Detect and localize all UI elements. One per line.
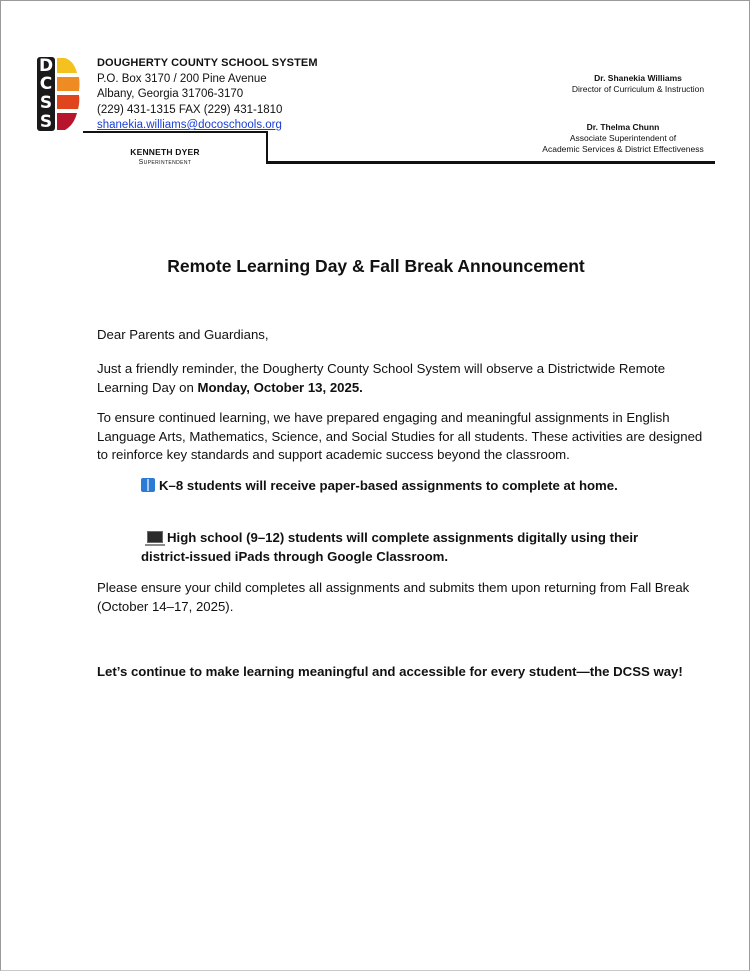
logo-letter-s1: S — [39, 93, 53, 113]
staff-role-line-2: Academic Services & District Effectiveness — [542, 144, 704, 154]
header-rule-vertical — [266, 131, 268, 163]
bullet-high-school — [141, 529, 661, 566]
reminder-text: Just a friendly reminder, the Dougherty County School System will observe a Districtwide Remote Learning Day on — [97, 361, 666, 395]
org-contact-block — [97, 56, 318, 134]
assignments-paragraph: To ensure continued learning, we have prepared engaging and meaningful assignments in English Language Arts, Mathematics, Science, and Social Studies for all students. These activities are designed to reinforce key standards and support academic success beyond the classroom. — [97, 410, 703, 462]
superintendent-title: Superintendent — [138, 159, 192, 166]
header-rule-left — [83, 131, 268, 133]
staff-block-williams — [473, 73, 713, 95]
laptop-icon — [147, 531, 163, 543]
logo-letter-d: D — [38, 56, 54, 76]
logo-arc-graphic — [55, 57, 81, 131]
staff-role-line-1: Associate Superintendent of — [569, 133, 677, 143]
staff-name: Dr. Shanekia Williams — [594, 73, 682, 83]
dcss-logo — [37, 57, 81, 133]
staff-block-chunn — [473, 122, 713, 155]
staff-role: Director of Curriculum & Instruction — [571, 84, 705, 94]
reminder-paragraph — [97, 360, 709, 397]
superintendent-block — [105, 147, 225, 166]
letter-title: Remote Learning Day & Fall Break Announcement — [167, 256, 585, 276]
reminder-date: Monday, October 13, 2025. — [197, 379, 363, 395]
submit-paragraph: Please ensure your child completes all assignments and submits them upon returning from Fall Break (October 14–17, 2025). — [97, 580, 690, 614]
logo-letter-s2: S — [39, 112, 53, 132]
logo-arc-segment-orange — [57, 77, 80, 91]
superintendent-name: KENNETH DYER — [130, 147, 200, 157]
address-line-1: P.O. Box 3170 / 200 Pine Avenue — [97, 72, 267, 85]
logo-arc-segment-red — [57, 95, 79, 109]
closing-line: Let’s continue to make learning meaningful and accessible for every student—the DCSS way! — [97, 664, 683, 679]
address-line-2: Albany, Georgia 31706-3170 — [97, 88, 244, 100]
org-name: DOUGHERTY COUNTY SCHOOL SYSTEM — [97, 57, 318, 69]
header-rule-right — [266, 161, 715, 164]
logo-letter-c: C — [39, 74, 53, 94]
logo-arc-segment-yellow — [57, 58, 77, 73]
staff-name: Dr. Thelma Chunn — [586, 122, 660, 132]
phone-fax: (229) 431-1315 FAX (229) 431-1810 — [97, 103, 283, 116]
bullet-k8-text: K–8 students will receive paper-based assignments to complete at home. — [159, 478, 618, 493]
email-link[interactable]: shanekia.williams@docoschools.org — [97, 119, 282, 131]
logo-letter-column — [37, 57, 55, 131]
bullet-high-school-text: High school (9–12) students will complete assignments digitally using their district-issued iPads through Google Classroom. — [141, 530, 639, 564]
greeting: Dear Parents and Guardians, — [97, 327, 269, 342]
bullet-k8 — [141, 477, 701, 496]
logo-arc-segment-crimson — [57, 113, 77, 130]
book-icon — [141, 478, 155, 492]
